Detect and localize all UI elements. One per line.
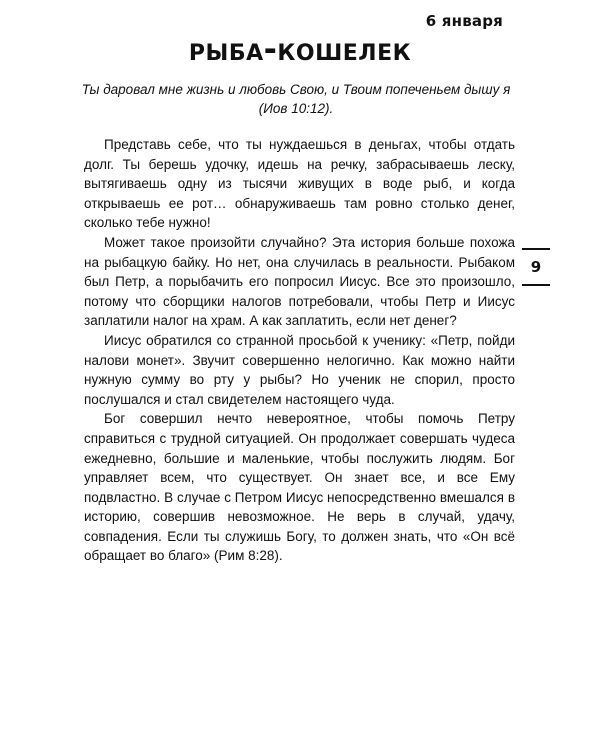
paragraph: Иисус обратился со странной просьбой к ученику: «Петр, пойди налови монет». Звучит совершенно нелогично. Как можно найти нужную сумму во рту у рыбы? Но ученик не спорил, просто послушался и стал свидетелем настоящего чуда. — [84, 332, 515, 407]
epigraph: Ты даровал мне жизнь и любовь Свою, и Твоим попеченьем дышу я (Иов 10:12). — [81, 82, 511, 116]
page-title: рыба-кошелек — [188, 30, 412, 68]
page-number: 9 — [522, 248, 550, 286]
paragraph: Может такое произойти случайно? Эта история больше похожа на рыбацкую байку. Но нет, она случилась в реальности. Рыбаком был Петр, а порыбачить его попросил Иисус. Все это произошло, потому что сборщики налогов потребовали, чтобы Петр и Иисус заплатили налог на храм. А как заплатить, если нет денег? — [84, 234, 515, 329]
body-text — [84, 135, 515, 566]
paragraph: Бог совершил нечто невероятное, чтобы помочь Петру справиться с трудной ситуацией. Он продолжает совершать чудеса ежедневно, большие и маленькие, чтобы послужить людям. Бог управляет всем, что существует. Он знает все, и все Ему подвластно. В случае с Петром Иисус непосредственно вмешался в историю, совершив невозможное. Не верь в случай, удачу, совпадения. Если ты служишь Богу, то должен знать, что «Он всё обращает во благо» (Рим 8:28). — [84, 411, 515, 564]
page-date: 6 января — [425, 12, 503, 30]
paragraph: Представь себе, что ты нуждаешься в деньгах, чтобы отдать долг. Ты берешь удочку, идешь на речку, забрасываешь леску, вытягиваешь одну из тысячи живущих в воде рыб, и когда открываешь ее рот… обнаруживаешь там ровно столько денег, сколько тебе нужно! — [84, 137, 515, 231]
